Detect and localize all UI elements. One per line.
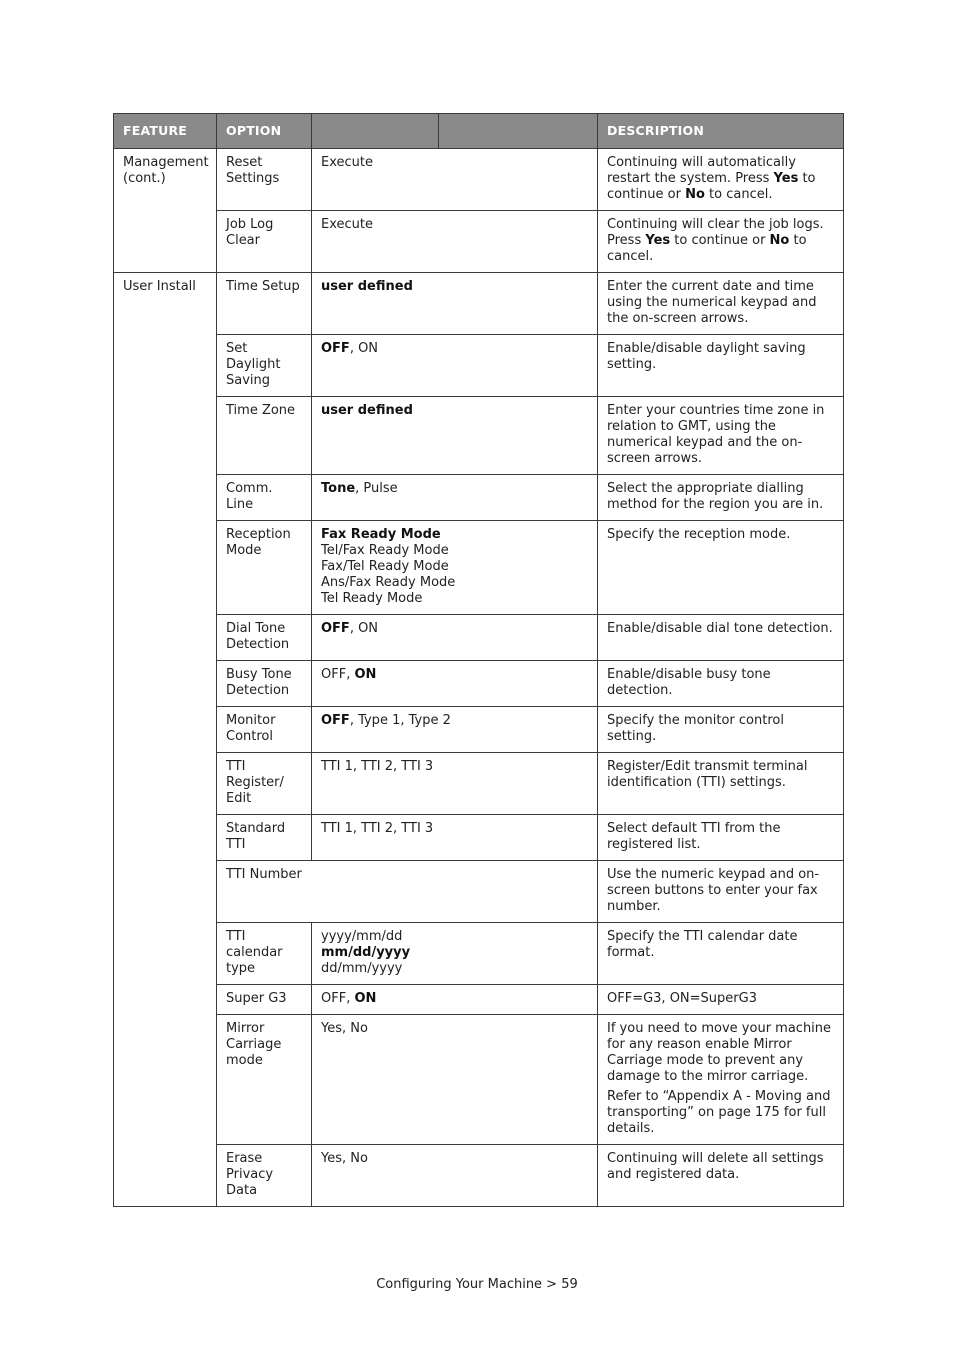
option-label: Super G3 [226, 991, 287, 1006]
settings-cell [312, 475, 598, 521]
feature-label: Management (cont.) [123, 155, 209, 186]
option-label: Time Setup [226, 279, 300, 294]
description-text: Enable/disable dial tone detection. [607, 621, 833, 636]
settings-value: user defined [321, 403, 413, 418]
option-cell [217, 475, 312, 521]
header-option: OPTION [217, 114, 312, 149]
settings-default: Tone [321, 481, 356, 496]
table-row [114, 1145, 844, 1207]
description-text: to continue or [607, 171, 816, 202]
option-cell [217, 149, 312, 211]
description-cell [598, 815, 844, 861]
settings-value: , ON [349, 341, 379, 356]
description-text: If you need to move your machine for any reason enable Mirror Carriage mode to prevent any damage to the mirror carriage. [607, 1021, 832, 1084]
description-cell [598, 211, 844, 273]
option-label: Busy Tone Detection [226, 667, 292, 698]
settings-cell [312, 923, 598, 985]
option-label: Erase Privacy Data [226, 1151, 274, 1198]
description-cell [598, 475, 844, 521]
settings-value: user defined [321, 279, 413, 294]
settings-cell [312, 753, 598, 815]
settings-value: yyyy/mm/dd [321, 929, 403, 944]
settings-value: Tel Ready Mode [321, 591, 423, 606]
header-settings [312, 114, 439, 149]
settings-cell [312, 615, 598, 661]
description-text: Continuing will clear the job logs. Press [607, 217, 824, 248]
description-text: Register/Edit transmit terminal identification (TTI) settings. [607, 759, 808, 790]
option-label: Job Log Clear [226, 217, 274, 248]
settings-default: OFF [321, 341, 350, 356]
description-cell [598, 861, 844, 923]
settings-cell [312, 521, 598, 615]
table-row [114, 149, 844, 211]
option-label: Dial Tone Detection [226, 621, 290, 652]
settings-default: OFF [321, 713, 350, 728]
table-row [114, 397, 844, 475]
settings-cell [312, 211, 598, 273]
option-cell [217, 1145, 312, 1207]
settings-cell [312, 1015, 598, 1145]
header-feature: FEATURE [114, 114, 217, 149]
settings-value: Yes, No [321, 1021, 368, 1036]
description-cell [598, 273, 844, 335]
header-description: DESCRIPTION [598, 114, 844, 149]
description-cell [598, 397, 844, 475]
settings-cell [312, 985, 598, 1015]
description-text: Enter your countries time zone in relation to GMT, using the numerical keypad and the on-screen arrows. [607, 403, 825, 466]
option-cell [217, 861, 598, 923]
description-cell [598, 661, 844, 707]
description-cell [598, 1015, 844, 1145]
settings-value: Tel/Fax Ready Mode [321, 543, 449, 558]
description-text: Select the appropriate dialling method for the region you are in. [607, 481, 824, 512]
option-label: Standard TTI [226, 821, 286, 852]
option-cell [217, 273, 312, 335]
settings-default: Fax Ready Mode [321, 527, 441, 542]
settings-value: , ON [349, 621, 379, 636]
table-row [114, 985, 844, 1015]
option-label: Time Zone [226, 403, 296, 418]
settings-cell [312, 707, 598, 753]
option-cell [217, 661, 312, 707]
option-label: Comm. Line [226, 481, 273, 512]
description-cell [598, 1145, 844, 1207]
description-cell [598, 335, 844, 397]
description-text: Select default TTI from the registered list. [607, 821, 781, 852]
description-text: Enable/disable busy tone detection. [607, 667, 771, 698]
description-text: to cancel. [704, 187, 773, 202]
option-cell [217, 985, 312, 1015]
settings-value: , Type 1, Type 2 [349, 713, 451, 728]
description-text: Refer to “Appendix A - Moving and transporting” on page 175 for full details. [607, 1089, 831, 1136]
table-row [114, 615, 844, 661]
description-text: to cancel. [607, 233, 807, 264]
option-label: Set Daylight Saving [226, 341, 281, 388]
description-cell [598, 985, 844, 1015]
description-cell [598, 615, 844, 661]
settings-cell [312, 1145, 598, 1207]
description-cell [598, 923, 844, 985]
page-footer: Configuring Your Machine > 59 [376, 1277, 578, 1292]
settings-default: ON [354, 667, 377, 682]
table-row [114, 521, 844, 615]
settings-default: OFF [321, 621, 350, 636]
option-cell [217, 753, 312, 815]
option-label: Reception Mode [226, 527, 291, 558]
description-bold: No [685, 187, 705, 202]
settings-value: TTI 1, TTI 2, TTI 3 [321, 821, 434, 836]
description-text: Continuing will delete all settings and registered data. [607, 1151, 824, 1182]
description-text: Enable/disable daylight saving setting. [607, 341, 806, 372]
description-text: Use the numeric keypad and on-screen buttons to enter your fax number. [607, 867, 820, 914]
table-row [114, 211, 844, 273]
description-cell [598, 521, 844, 615]
table-row [114, 753, 844, 815]
settings-value: Yes, No [321, 1151, 368, 1166]
feature-label: User Install [123, 279, 196, 294]
settings-value: Execute [321, 217, 373, 232]
table-row [114, 707, 844, 753]
option-cell [217, 397, 312, 475]
table-row [114, 815, 844, 861]
description-text: OFF=G3, ON=SuperG3 [607, 991, 757, 1006]
table-row [114, 923, 844, 985]
table-row [114, 273, 844, 335]
table-row [114, 861, 844, 923]
description-bold: Yes [773, 171, 799, 186]
settings-value: OFF, [321, 991, 355, 1006]
table-row [114, 475, 844, 521]
settings-value: , Pulse [355, 481, 398, 496]
table-row [114, 661, 844, 707]
feature-cell [114, 149, 217, 273]
settings-cell [312, 335, 598, 397]
table-row [114, 335, 844, 397]
option-cell [217, 335, 312, 397]
settings-default: mm/dd/yyyy [321, 945, 411, 960]
description-text: Specify the monitor control setting. [607, 713, 784, 744]
description-bold: No [769, 233, 790, 248]
table-header-row [114, 114, 844, 149]
settings-cell [312, 397, 598, 475]
settings-value: dd/mm/yyyy [321, 961, 403, 976]
settings-default: ON [354, 991, 377, 1006]
option-cell [217, 615, 312, 661]
option-label: TTI calendar type [226, 929, 283, 976]
option-cell [217, 815, 312, 861]
description-cell [598, 149, 844, 211]
option-cell [217, 1015, 312, 1145]
description-text: to continue or [670, 233, 770, 248]
settings-cell [312, 273, 598, 335]
description-cell [598, 707, 844, 753]
option-cell [217, 521, 312, 615]
option-label: TTI Register/ Edit [226, 759, 284, 806]
description-text: Enter the current date and time using the numerical keypad and the on-screen arrows. [607, 279, 817, 326]
settings-cell [312, 149, 598, 211]
header-blank [439, 114, 598, 149]
settings-value: OFF, [321, 667, 355, 682]
option-label: Mirror Carriage mode [226, 1021, 282, 1068]
settings-value: TTI 1, TTI 2, TTI 3 [321, 759, 434, 774]
description-text: Continuing will automatically restart the system. Press [607, 155, 796, 186]
option-cell [217, 707, 312, 753]
option-label: TTI Number [226, 867, 302, 882]
settings-cell [312, 661, 598, 707]
table-row [114, 1015, 844, 1145]
settings-table [113, 113, 844, 1207]
feature-cell [114, 273, 217, 1207]
option-cell [217, 923, 312, 985]
settings-value: Fax/Tel Ready Mode [321, 559, 449, 574]
description-text: Specify the TTI calendar date format. [607, 929, 798, 960]
option-label: Monitor Control [226, 713, 276, 744]
settings-value: Ans/Fax Ready Mode [321, 575, 456, 590]
description-bold: Yes [645, 233, 671, 248]
settings-cell [312, 815, 598, 861]
description-text: Specify the reception mode. [607, 527, 791, 542]
description-cell [598, 753, 844, 815]
option-cell [217, 211, 312, 273]
option-label: Reset Settings [226, 155, 280, 186]
settings-value: Execute [321, 155, 373, 170]
